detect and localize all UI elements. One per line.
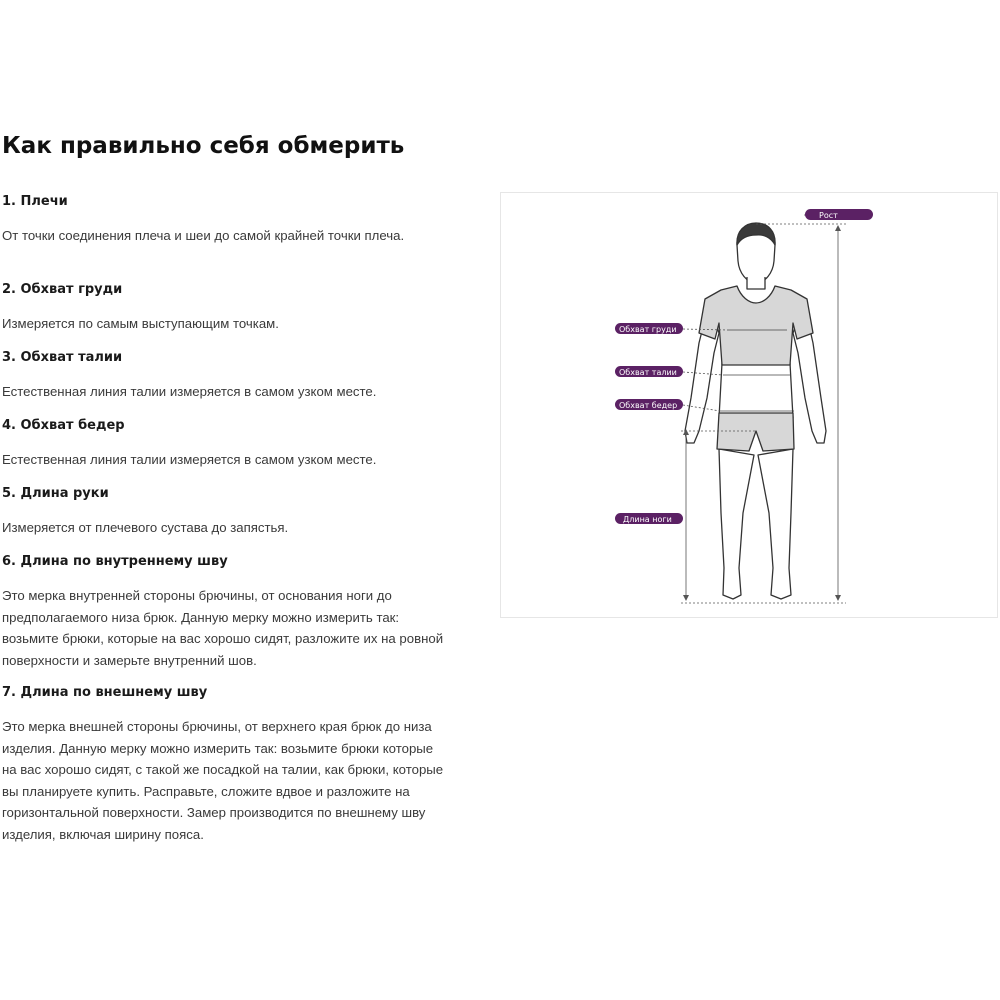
item-heading: 6. Длина по внутреннему шву xyxy=(2,554,228,569)
item-heading: 1. Плечи xyxy=(2,194,68,209)
tag-height xyxy=(805,209,873,220)
tag-height-label: Рост xyxy=(819,211,838,220)
item-text: Естественная линия талии измеряется в самом узком месте. xyxy=(2,452,377,467)
item-text: Измеряется по самым выступающим точкам. xyxy=(2,316,279,331)
item-text: Измеряется от плечевого сустава до запястья. xyxy=(2,520,289,535)
item-heading: 5. Длина руки xyxy=(2,486,109,501)
measurement-figure xyxy=(500,192,998,618)
tag-waist-label: Обхват талии xyxy=(619,368,677,377)
measure-item-waist xyxy=(2,349,447,403)
measure-item-arm-length xyxy=(2,485,447,539)
item-text: Естественная линия талии измеряется в самом узком месте. xyxy=(2,384,377,399)
body-diagram xyxy=(501,193,999,619)
tag-hips xyxy=(615,399,683,410)
measure-item-shoulders xyxy=(2,193,447,247)
item-heading: 4. Обхват бедер xyxy=(2,418,125,433)
item-heading: 7. Длина по внешнему шву xyxy=(2,685,208,700)
measure-item-inseam xyxy=(2,553,447,671)
item-text: Это мерка внешней стороны брючины, от верхнего края брюк до низа изделия. Данную мерку можно измерить так: возьмите брюки которые на вас хорошо сидят, с такой же посадкой на талии, как брюки, которые вы планируете купить. Расправьте, сложите вдвое и разложите на горизонтальной поверхности. Замер производится по внешнему шву изделия, включая ширину пояса. xyxy=(2,719,444,842)
tag-hips-label: Обхват бедер xyxy=(619,401,678,410)
tag-leg-length xyxy=(615,513,683,524)
item-text: От точки соединения плеча и шеи до самой крайней точки плеча. xyxy=(2,228,405,243)
tag-chest-label: Обхват груди xyxy=(619,325,677,334)
page-title: Как правильно себя обмерить xyxy=(2,133,405,159)
measure-item-outseam xyxy=(2,684,447,845)
item-text: Это мерка внутренней стороны брючины, от основания ноги до предполагаемого низа брюк. Данную мерку можно измерить так: возьмите брюки, которые на вас хорошо сидят, разложите их на ровной поверхности и замерьте внутренний шов. xyxy=(2,588,444,668)
item-heading: 3. Обхват талии xyxy=(2,350,123,365)
measure-item-chest xyxy=(2,281,447,335)
item-heading: 2. Обхват груди xyxy=(2,282,123,297)
measure-item-hips xyxy=(2,417,447,471)
tag-waist xyxy=(615,366,683,377)
tag-leg-length-label: Длина ноги xyxy=(623,515,672,524)
tag-chest xyxy=(615,323,683,334)
